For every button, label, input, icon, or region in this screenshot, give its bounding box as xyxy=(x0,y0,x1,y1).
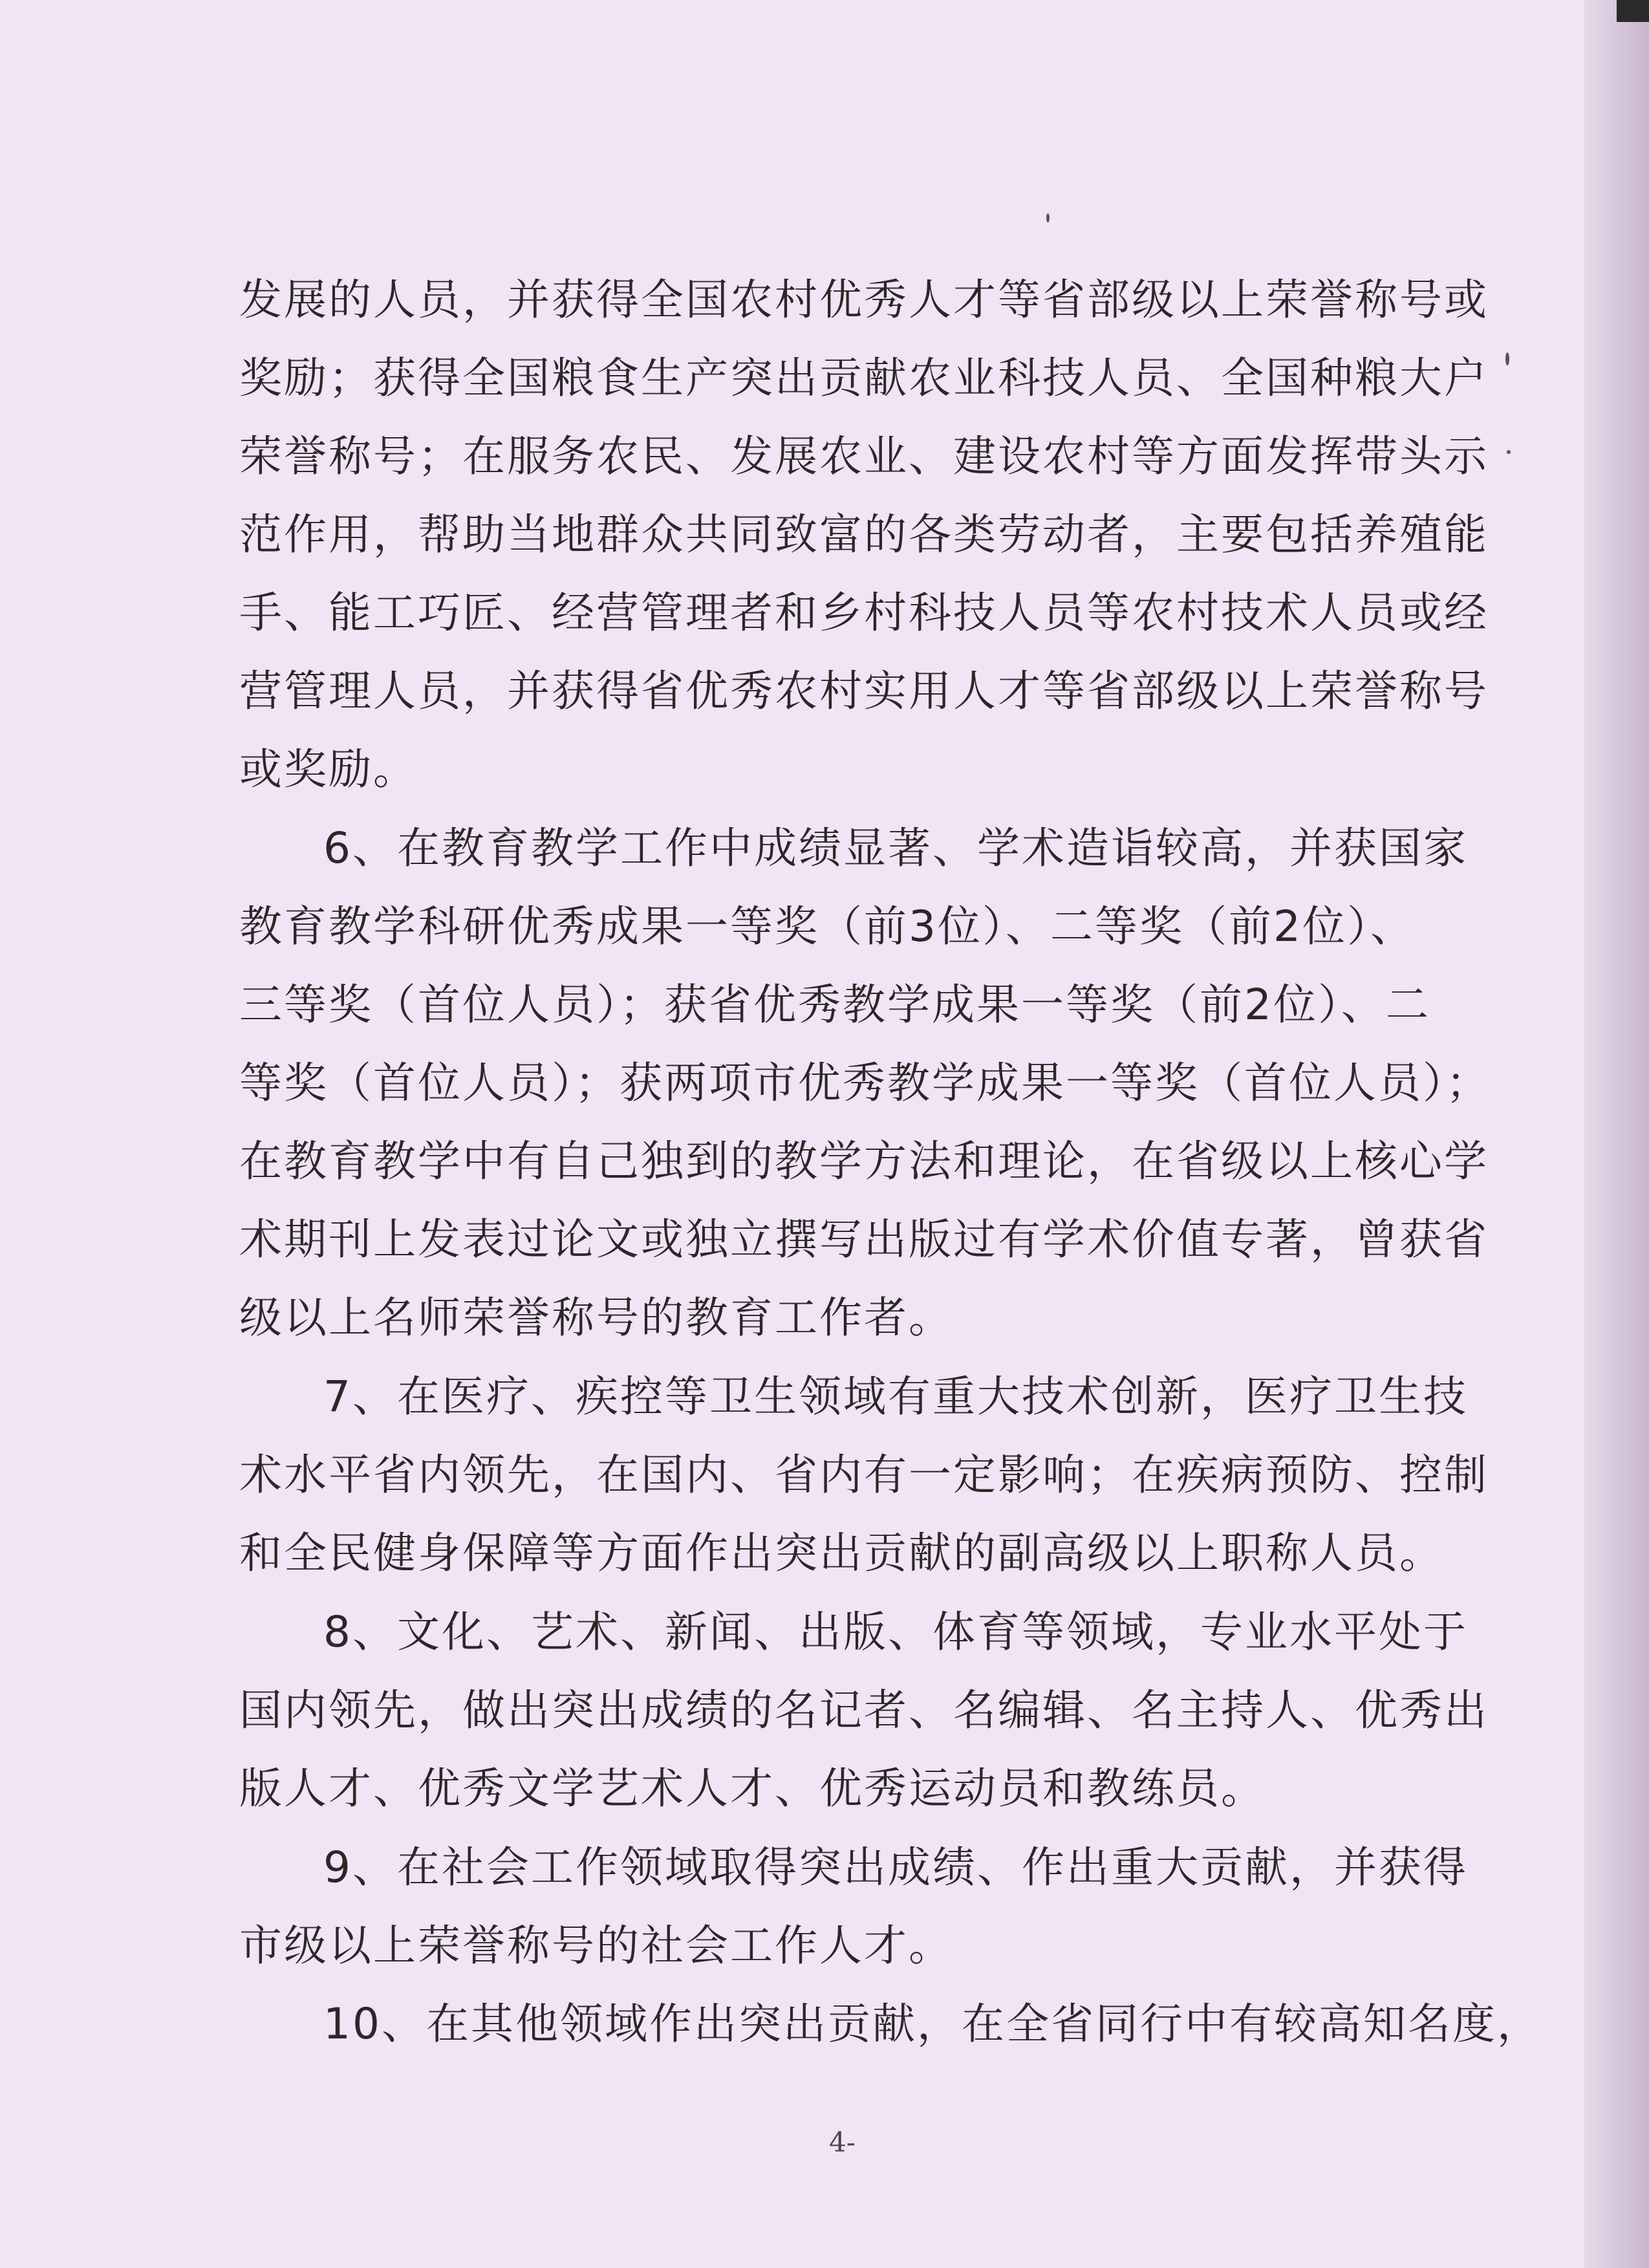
text-line: 级以上名师荣誉称号的教育工作者。 xyxy=(239,1293,953,1343)
scan-speck xyxy=(1505,352,1509,365)
text-line: 营管理人员，并获得省优秀农村实用人才等省部级以上荣誉称号 xyxy=(239,666,1489,716)
text-line: 7、在医疗、疾控等卫生领域有重大技术创新，医疗卫生技 xyxy=(323,1372,1468,1421)
text-line: 9、在社会工作领域取得突出成绩、作出重大贡献，并获得 xyxy=(323,1842,1468,1892)
text-line: 6、在教育教学工作中成绩显著、学术造诣较高，并获国家 xyxy=(323,823,1468,873)
text-line: 国内领先，做出突出成绩的名记者、名编辑、名主持人、优秀出 xyxy=(239,1685,1489,1735)
text-line: 奖励；获得全国粮食生产突出贡献农业科技人员、全国种粮大户 xyxy=(239,353,1489,403)
text-line: 和全民健身保障等方面作出突出贡献的副高级以上职称人员。 xyxy=(239,1528,1444,1578)
scan-speck xyxy=(1507,450,1511,454)
text-line: 三等奖（首位人员）；获省优秀教学成果一等奖（前2位）、二 xyxy=(239,980,1430,1030)
text-line: 在教育教学中有自己独到的教学方法和理论，在省级以上核心学 xyxy=(239,1136,1489,1186)
text-line: 范作用，帮助当地群众共同致富的各类劳动者，主要包括养殖能 xyxy=(239,510,1489,559)
text-line: 10、在其他领域作出突出贡献，在全省同行中有较高知名度， xyxy=(323,1999,1542,2049)
text-line: 荣誉称号；在服务农民、发展农业、建设农村等方面发挥带头示 xyxy=(239,431,1489,481)
text-line: 教育教学科研优秀成果一等奖（前3位）、二等奖（前2位）、 xyxy=(239,902,1415,951)
text-line: 术水平省内领先，在国内、省内有一定影响；在疾病预防、控制 xyxy=(239,1450,1489,1500)
text-line: 8、文化、艺术、新闻、出版、体育等领域，专业水平处于 xyxy=(323,1607,1468,1657)
text-line: 市级以上荣誉称号的社会工作人才。 xyxy=(239,1921,953,1971)
page-number: 4- xyxy=(829,2126,856,2158)
text-line: 等奖（首位人员）；获两项市优秀教学成果一等奖（首位人员）； xyxy=(239,1058,1491,1108)
text-line: 术期刊上发表过论文或独立撰写出版过有学术价值专著，曾获省 xyxy=(239,1215,1489,1264)
scan-speck xyxy=(1046,213,1050,222)
text-line: 手、能工巧匠、经营管理者和乡村科技人员等农村技术人员或经 xyxy=(239,588,1489,638)
text-line: 或奖励。 xyxy=(239,744,418,794)
text-line: 版人才、优秀文学艺术人才、优秀运动员和教练员。 xyxy=(239,1764,1266,1813)
text-line: 发展的人员，并获得全国农村优秀人才等省部级以上荣誉称号或 xyxy=(239,275,1489,325)
